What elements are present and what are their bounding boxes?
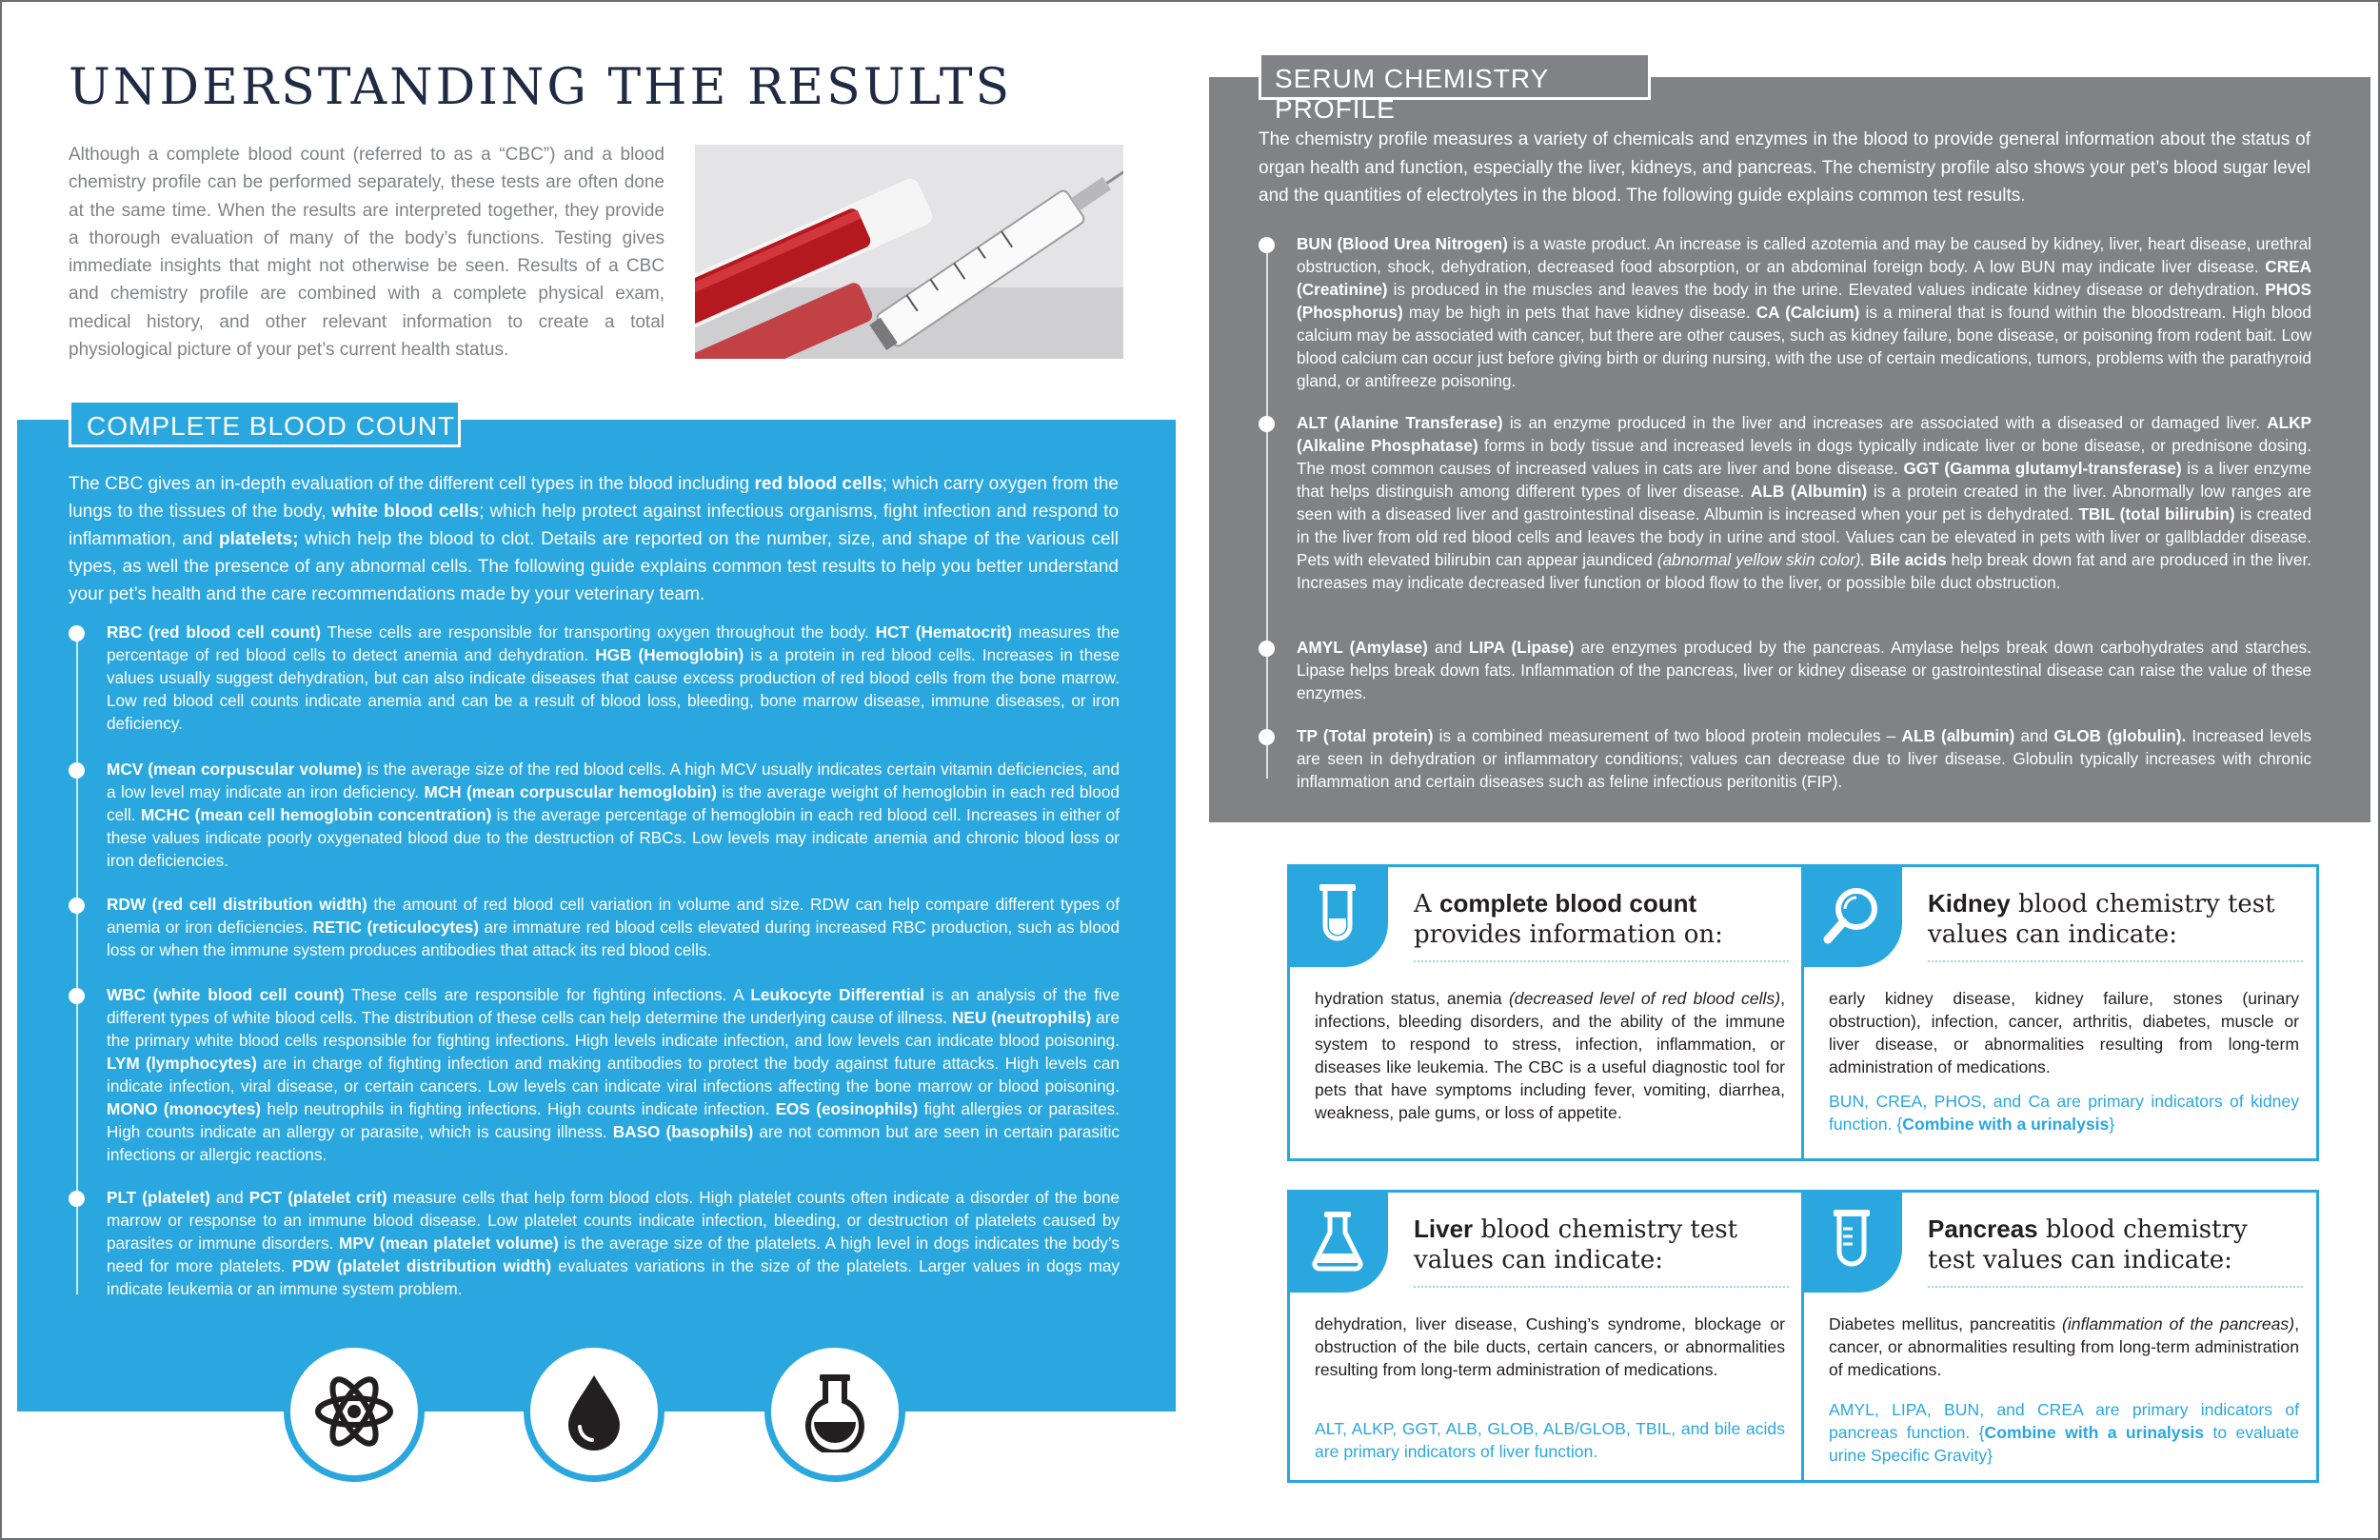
blood-tube-photo: [695, 145, 1123, 359]
serum-section-tab: SERUM CHEMISTRY PROFILE: [1259, 52, 1651, 100]
cbc-item-rbc: RBC (red blood cell count) These cells are responsible for transporting oxygen throughout the body. HCT (Hematocrit) measures the percentage of red blood cells to detect anemia and dehydration. HGB (Hemoglobin) is a protein in red blood cells. Increases in these values usually suggest dehydration, but can also indicate diseases that cause excess production of red blood cells from the bone marrow. Low red blood cell counts indicate anemia and can be a result of blood loss, bleeding, bone marrow disease, immune diseases, or iron deficiency.: [107, 622, 1121, 733]
flask-icon: [797, 1371, 873, 1452]
flask-icon: [1309, 1210, 1366, 1273]
dotted-divider: [1928, 1286, 2303, 1288]
serum-item-amyl: AMYL (Amylase) and LIPA (Lipase) are enzymes produced by the pancreas. Amylase helps break down carbohydrates and starches. Lipase helps break down fats. Inflammation of the pancreas, liver or kidney disease or gastrointestinal disease can raise the value of these enzymes.: [1297, 638, 2311, 702]
cbc-item-mcv: MCV (mean corpuscular volume) is the average size of the red blood cells. A high MCV usually indicates certain vitamin deficiencies, and a low level may indicate an iron deficiency. MCH (mean corpuscular hemoglobin) is the average weight of hemoglobin in each red blood cell. MCHC (mean cell hemoglobin concentration) is the average percentage of hemoglobin in each red blood cell. Increases in either of these values indicate poorly oxygenated blood due to the destruction of RBCs. Low levels may indicate anemia and chronic blood loss or iron deficiencies.: [107, 760, 1120, 870]
cbc-intro: The CBC gives an in-depth evaluation of the different cell types in the blood including red blood cells; which carry oxygen from the lungs to the tissues of the body, white blood cells; which help protect against infectious organisms, fight infection and respond to inflammation, and platelets; which help the blood to clot. Details are reported on the number, size, and shape of the various cell types, as well the presence of any abnormal cells. The following guide explains common test results to help you better understand your pet’s health and the care recommendations made by your veterinary team.: [69, 474, 1120, 604]
drop-icon-badge: [524, 1341, 664, 1482]
blood-tube-illustration: [695, 145, 1123, 359]
kidney-info-body: early kidney disease, kidney failure, stones (urinary obstruction), infection, cancer, arthritis, diabetes, muscle or liver disease, or abnormalities resulting from long-term administration of medications.: [1829, 989, 2299, 1076]
cbc-item-plt: PLT (platelet) and PCT (platelet crit) measure cells that help form blood clots. High platelet counts often indicate a disorder of the bone marrow or response to an immune blood disease. Low platelet counts indicate infection, bleeding, or destruction of platelets caused by parasites or immune disorders. MPV (mean platelet volume) is the average size of the platelets. A high level in dogs indicates the body’s need for more platelets. PDW (platelet distribution width) evaluates variations in the size of the platelets. Larger values in dogs may indicate leukemia or an immune system problem.: [107, 1188, 1120, 1298]
test-tube-icon: [1826, 1208, 1877, 1274]
atom-icon: [314, 1372, 394, 1451]
intro-paragraph: Although a complete blood count (referred to as a “CBC”) and a blood chemistry profile can be performed separately, these tests are often done at the same time. When the results are interpreted together, they provide a thorough evaluation of many of the body’s functions. Testing gives immediate insights that might not otherwise be seen. Results of a CBC and chemistry profile are combined with a complete physical exam, medical history, and other relevant information to create a total physiological picture of your pet’s current health status.: [69, 145, 664, 361]
cbc-info-box: [1287, 864, 1805, 1161]
serum-item-alt: ALT (Alanine Transferase) is an enzyme produced in the liver and increases are associated with a diseased or damaged liver. ALKP (Alkaline Phosphatase) forms in body tissue and increased levels in dogs typically indicate liver or bone disease, or prednisone dosing. The most common causes of increased values in cats are liver and bone disease. GGT (Gamma glutamyl-transferase) is a liver enzyme that helps distinguish among different types of liver disease. ALB (Albumin) is a protein created in the liver. Abnormally low ranges are seen with a diseased liver and gastrointestinal disease. Albumin is increased when your pet is dehydrated. TBIL (total bilirubin) is created in the liver from old red blood cells and leaves the body in urine and stool. Values can be elevated in pets with liver or gallbladder disease. Pets with elevated bilirubin can appear jaundiced (abnormal yellow skin color). Bile acids help break down fat and are produced in the liver. Increases may indicate decreased liver function or blood flow to the liver, or possible bile duct obstruction.: [1297, 413, 2312, 592]
serum-intro: The chemistry profile measures a variety of chemicals and enzymes in the blood to provide general information about the status of organ health and function, especially the liver, kidneys, and pancreas. The chemistry profile also shows your pet’s blood sugar level and the quantities of electrolytes in the blood. The following guide explains common test results.: [1259, 129, 2311, 206]
test-tube-icon: [1312, 882, 1363, 949]
pancreas-info-heading: Pancreas blood chemistry test values can indicate:: [1928, 1214, 2248, 1274]
page-title: UNDERSTANDING THE RESULTS: [69, 59, 1013, 116]
drop-icon: [561, 1372, 627, 1451]
atom-icon-badge: [284, 1341, 425, 1482]
dotted-divider: [1414, 960, 1789, 962]
liver-info-icon-tab: [1287, 1190, 1388, 1293]
liver-info-body: dehydration, liver disease, Cushing’s syndrome, blockage or obstruction of the bile ducts, certain cancers, or abnormalities resulting from long-term administration of medications.: [1315, 1314, 1785, 1379]
pancreas-info-body: Diabetes mellitus, pancreatitis (inflammation of the pancreas), cancer, or abnormalities resulting from long-term administration of medications.: [1829, 1314, 2299, 1379]
dotted-divider: [1414, 1286, 1789, 1288]
kidney-info-note: BUN, CREA, PHOS, and Ca are primary indicators of kidney function. {Combine with a urinalysis}: [1829, 1092, 2299, 1134]
dotted-divider: [1928, 960, 2303, 962]
cbc-item-wbc: WBC (white blood cell count) These cells are responsible for fighting infections. A Leukocyte Differential is an analysis of the five different types of white blood cells. The distribution of these cells can help determine the underlying cause of illness. NEU (neutrophils) are the primary white blood cells responsible for fighting infections. High levels indicate infection, and low levels can indicate blood poisoning. LYM (lymphocytes) are in charge of fighting infection and making antibodies to protect the body against future attacks. High levels can indicate infection, viral disease, or certain cancers. Low levels can indicate viral infections affecting the bone marrow or blood poisoning. MONO (monocytes) help neutrophils in fighting infections. High counts indicate infection. EOS (eosinophils) fight allergies or parasites. High counts indicate an allergy or parasite, which is causing illness. BASO (basophils) are not common but are seen in certain parasitic infections or allergic reactions.: [107, 985, 1121, 1164]
cbc-info-heading: A complete blood count provides information on:: [1414, 889, 1723, 949]
cbc-results-list: [69, 621, 1120, 1306]
cbc-section-tab: COMPLETE BLOOD COUNT: [69, 400, 461, 447]
serum-item-tp: TP (Total protein) is a combined measurement of two blood protein molecules – ALB (albumin) and GLOB (globulin). Increased levels are seen in dehydration or inflammatory conditions; values can decrease due to liver disease. Globulin typically increases with chronic inflammation and certain diseases such as feline infectious peritonitis (FIP).: [1297, 726, 2312, 791]
liver-info-note: ALT, ALKP, GGT, ALB, GLOB, ALB/GLOB, TBIL, and bile acids are primary indicators of liver function.: [1315, 1419, 1785, 1461]
cbc-item-rdw: RDW (red cell distribution width) the amount of red blood cell variation in volume and size. RDW can help compare different types of anemia or iron deficiencies. RETIC (reticulocytes) are immature red blood cells elevated during increased RBC production, such as blood loss or when the immune system produces antibodies that attack its red blood cells.: [107, 895, 1121, 959]
cbc-info-body: hydration status, anemia (decreased level of red blood cells), infections, bleeding disorders, and the ability of the immune system to respond to stress, infection, inflammation, or diseases like leukemia. The CBC is a useful diagnostic tool for pets that have symptoms including fever, vomiting, diarrhea, weakness, pale gums, or loss of appetite.: [1315, 989, 1785, 1122]
flask-icon-badge: [764, 1341, 905, 1482]
pancreas-info-note: AMYL, LIPA, BUN, and CREA are primary indicators of pancreas function. {Combine with a urinalysis to evaluate urine Specific Gravity}: [1829, 1400, 2299, 1465]
pancreas-info-icon-tab: [1801, 1190, 1902, 1293]
pancreas-info-box: [1801, 1190, 2319, 1483]
kidney-info-box: [1801, 864, 2319, 1161]
liver-info-box: [1287, 1190, 1805, 1483]
serum-item-bun: BUN (Blood Urea Nitrogen) is a waste product. An increase is called azotemia and may be caused by kidney, liver, heart disease, urethral obstruction, shock, dehydration, decreased food absorption, or an abdominal foreign body. A low BUN may indicate liver disease. CREA (Creatinine) is produced in the muscles and leaves the body in the urine. Elevated values indicate kidney disease or dehydration. PHOS (Phosphorus) may be high in pets that have kidney disease. CA (Calcium) is a mineral that is found within the bloodstream. High blood calcium may be associated with cancer, but there are other causes, such as kidney failure, bone disease, or poisoning from rodent bait. Low blood calcium can occur just before giving birth or during nursing, with the use of certain medications, tumors, problems with the parathyroid gland, or antifreeze poisoning.: [1297, 234, 2311, 390]
timeline-line: [1266, 244, 1268, 779]
cbc-info-icon-tab: [1287, 864, 1388, 967]
magnifier-icon: [1822, 886, 1881, 945]
liver-info-heading: Liver blood chemistry test values can indicate:: [1414, 1214, 1738, 1274]
kidney-info-icon-tab: [1801, 864, 1902, 967]
serum-results-list: [1259, 232, 2311, 790]
kidney-info-heading: Kidney blood chemistry test values can indicate:: [1928, 889, 2275, 949]
